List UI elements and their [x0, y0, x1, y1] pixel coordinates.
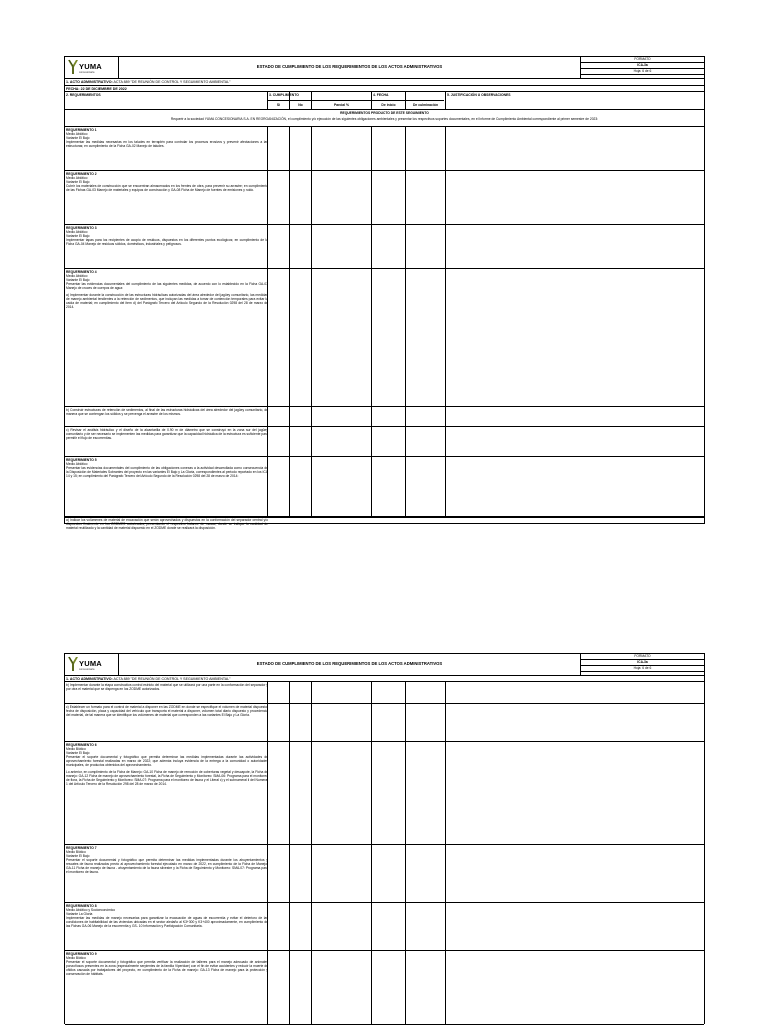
acto-value: ACTA 889 "DE REUNIÓN DE CONTROL Y SEGUIMIENTO AMBIENTAL"	[113, 677, 231, 681]
column-divider	[445, 951, 446, 1024]
page-2	[64, 653, 705, 1024]
column-divider	[289, 127, 290, 170]
column-divider	[289, 903, 290, 950]
requirement-line: Variante El Bajo	[66, 234, 90, 238]
column-divider	[405, 457, 406, 516]
acto-label: 1. ACTO ADMINISTRATIVO:	[66, 80, 113, 84]
column-divider	[445, 225, 446, 268]
requirement-row	[65, 127, 704, 171]
format-box	[580, 654, 704, 675]
page-header	[65, 57, 704, 79]
col-si: Si	[276, 103, 281, 107]
requirement-line: Variante El Bajo	[66, 180, 90, 184]
column-divider	[311, 682, 312, 703]
column-divider	[371, 742, 372, 844]
requirement-line: Medio Abiótico y Socioeconómico	[66, 908, 116, 912]
column-divider	[371, 704, 372, 741]
column-headers	[65, 92, 704, 110]
requirement-title: REQUERIMIENTO 7	[66, 846, 97, 850]
column-divider	[371, 845, 372, 902]
requirement-line: Implementar las medidas necesarias en los taludes en terraplén para controlar los procesos erosivos y prevenir afectaciones a las estructuras; en cumplimiento de la Ficha GA-02 Manejo de taludes.	[66, 140, 268, 148]
requirements-body	[65, 682, 704, 1025]
product-body: Requerir a la sociedad YUMA CONCESIONARIA S.A. EN REORGANIZACIÓN, el cumplimiento y/o ejecución de las siguientes obligaciones ambientales y presentar los respectivos soportes documentales, en el Informe de Cumplimiento Ambiental correspondiente al primer semestre de 2023:	[170, 117, 599, 121]
requirement-line: b) Implementar durante la etapa constructiva control estricto del material que se utilizará por una parte en la conformación del separador y por otra el material que se dispenga en los ZODME autorizados.	[66, 683, 268, 691]
col-justificacion: 5. JUSTIFICACIÓN U OBSERVACIONES	[447, 93, 511, 97]
requirement-text	[66, 743, 268, 786]
acto-value: ACTA 889 "DE REUNIÓN DE CONTROL Y SEGUIMIENTO AMBIENTAL"	[113, 80, 231, 84]
requirement-text	[66, 226, 268, 246]
requirement-text	[66, 458, 268, 478]
sheet-number: Hoja: 6 de 6	[581, 69, 704, 75]
format-code: ICA-3a	[581, 63, 704, 69]
acto-row	[65, 79, 704, 86]
yuma-logo	[65, 57, 119, 78]
requirement-line: b) Construir estructuras de retención de sedimentos, al final de las estructuras hidráulicas del área alrededor del jagüey comunitario, de manera que se contengan los sólidos y se prevenga el arrastre de los mismos.	[66, 408, 268, 416]
column-divider	[405, 427, 406, 456]
requirement-row	[65, 951, 704, 1025]
col-parcial: Parcial %	[333, 103, 350, 107]
requirement-title: REQUERIMIENTO 4	[66, 270, 97, 274]
column-divider	[267, 704, 268, 741]
column-divider	[289, 951, 290, 1024]
col-no: No	[298, 103, 303, 107]
column-divider	[371, 269, 372, 406]
requirement-title: REQUERIMIENTO 9	[66, 952, 97, 956]
yuma-logo	[65, 654, 119, 675]
yuma-logo-icon	[68, 59, 78, 75]
column-divider	[311, 171, 312, 224]
requirement-title: REQUERIMIENTO 8	[66, 904, 97, 908]
format-label: FORMATO	[581, 57, 704, 63]
column-divider	[267, 682, 268, 703]
requirement-text	[66, 904, 268, 928]
requirement-text	[66, 428, 268, 440]
column-divider	[445, 682, 446, 703]
col-cumplimiento: 3. CUMPLIMIENTO	[269, 93, 299, 97]
column-divider	[289, 845, 290, 902]
column-divider	[267, 845, 268, 902]
column-divider	[311, 225, 312, 268]
column-divider	[311, 407, 312, 426]
document-title: ESTADO DE CUMPLIMIENTO DE LOS REQUERIMIENTOS DE LOS ACTOS ADMINISTRATIVOS	[256, 64, 443, 69]
format-label: FORMATO	[581, 654, 704, 660]
column-divider	[405, 171, 406, 224]
requirement-row	[65, 704, 704, 742]
requirement-row	[65, 225, 704, 269]
requirement-row	[65, 903, 704, 951]
column-divider	[289, 269, 290, 406]
acto-label: 1. ACTO ADMINISTRATIVO:	[66, 677, 113, 681]
column-divider	[405, 742, 406, 844]
col-culminacion: De culminación	[412, 103, 439, 107]
column-divider	[289, 171, 290, 224]
requirement-line: Presentar las evidencias documentales del cumplimiento de las obligaciones conexas a la actividad desarrollada como consecuencia de la Disposición de Materiales Sobrantes del proyecto en las variantes El Bajo y La Gloria, correspondientes al periodo reportado en los ICA 14 y 15; en cumplimiento del Parágrafo Tercero del Artículo Segundo de la Resolución 0298 del 28 de marzo de 2014:	[66, 466, 268, 478]
logo-text: YUMA	[79, 659, 102, 668]
requirement-row	[65, 682, 704, 704]
column-divider	[267, 427, 268, 456]
requirement-text	[66, 408, 268, 416]
requirement-line: Medio Abiótico	[66, 462, 88, 466]
requirement-text	[66, 128, 268, 148]
column-divider	[267, 407, 268, 426]
col-fecha: 4. FECHA	[373, 93, 389, 97]
requirement-title: REQUERIMIENTO 1	[66, 128, 97, 132]
requirement-row	[65, 845, 704, 903]
requirement-title: REQUERIMIENTO 3	[66, 226, 97, 230]
column-divider	[445, 427, 446, 456]
product-section	[65, 110, 704, 127]
column-divider	[267, 225, 268, 268]
requirement-title: REQUERIMIENTO 5	[66, 458, 97, 462]
product-title: REQUERIMIENTOS PRODUCTO DE ESTE SEGUIMIENTO	[340, 111, 429, 115]
column-divider	[445, 407, 446, 426]
column-divider	[289, 407, 290, 426]
sheet-number: Hoja: 6 de 6	[581, 666, 704, 672]
column-divider	[371, 225, 372, 268]
requirement-line: Medio Abiótico	[66, 274, 88, 278]
column-divider	[405, 225, 406, 268]
column-divider	[445, 269, 446, 406]
column-divider	[371, 127, 372, 170]
column-divider	[311, 704, 312, 741]
column-divider	[371, 171, 372, 224]
column-divider	[445, 845, 446, 902]
column-divider	[311, 845, 312, 902]
column-divider	[371, 682, 372, 703]
requirement-row	[65, 517, 704, 530]
column-divider	[371, 427, 372, 456]
column-divider	[445, 903, 446, 950]
column-divider	[311, 742, 312, 844]
column-divider	[289, 704, 290, 741]
requirement-line: c) Revisar el análisis hidráulico y el diseño de la alcantarilla de 0.90 m de diámetro que se construyó en la zona sur del jagüey comunitario y de ser necesario se implementen las medidas para garantizar que la capacidad hidráulica de la estructura es suficiente para permitir el flujo de escorrentías.	[66, 428, 268, 440]
requirement-line: a) Implementar durante la construcción de las estructuras hidráulicas autorizadas del área alrededor del jagüey comunitario, las medidas de manejo ambiental tendientes a la retención de sedimentos, que incluyan las medidas a tomar de contención temporales para evitar la caída de material; en cumplimiento del item d) del Parágrafo Tercero del Artículo Segundo de la Resolución 0298 del 28 de marzo de 2014.	[66, 293, 268, 309]
requirement-text	[66, 172, 268, 192]
column-divider	[289, 742, 290, 844]
requirement-text	[66, 705, 268, 717]
requirement-title: REQUERIMIENTO 2	[66, 172, 97, 176]
page-1	[64, 56, 705, 530]
column-divider	[289, 682, 290, 703]
requirement-line: Presentar el soporte documental y fotográfico que permita verificar la realización de talleres para el manejo adecuado de animales ponzoñosos presentes en la zona (especialmente serpientes de la familia Viperidae) con el fin de evitar accidentes y reducir la muerte de ofidios causada por trabajadores del proyecto, en cumplimiento de la Ficha de manejo: GA-13 Ficha de manejo para la protección y conservación de hábitats.	[66, 960, 268, 976]
requirement-line: Variante El Bajo	[66, 854, 90, 858]
column-divider	[445, 742, 446, 844]
requirement-line: Cubrir los materiales de construcción que se encuentran almacenados en los frentes de obra, para prevenir su arrastre; en cumplimiento de las Fichas GA-03 Manejo de materiales y equipos de construcción y GA-08 Ficha de Manejo de fuentes de emisiones y ruido.	[66, 184, 268, 192]
column-divider	[311, 269, 312, 406]
requirements-body	[65, 127, 704, 530]
requirement-line: Medio Abiótico	[66, 132, 88, 136]
requirement-line: Lo anterior, en cumplimiento de la Ficha de Manejo: GA-10 Ficha de manejo de remoción de coberturas vegetal y descapote, la Ficha de manejo: GA-12 Ficha de manejo de aprovechamiento forestal, la Ficha de Seguimiento y Monitoreo: SMA-06: Programa para el monitoreo de flora, la Ficha de Seguimiento y Monitoreo: SMA-07: Programa para el monitoreo de fauna y el Literal c) y el subnumeral ii del Numeral 1 del Artículo Tercero de la Resolución 298 del 28 de marzo de 2014.	[66, 770, 268, 786]
fecha-text: FECHA: 22 DE DICIEMBRE DE 2022	[66, 87, 127, 91]
page-header	[65, 654, 704, 676]
requirement-line: Variante El Bajo	[66, 136, 90, 140]
requirement-row	[65, 269, 704, 407]
column-divider	[267, 127, 268, 170]
requirement-line: Presentar el soporte documental y fotográfico que permita determinar las medidas implementadas durante las actividades de aprovechamiento forestal realizadas en marzo de 2022; que además incluya evidencia de la entrega a la comunidad o autoridades municipales, de productos obtenidos del aprovechamiento.	[66, 755, 268, 767]
requirement-text	[66, 270, 268, 309]
requirement-line: Medio Biótico	[66, 850, 86, 854]
requirement-title: REQUERIMIENTO 6	[66, 743, 97, 747]
requirement-line: Medio Abiótico	[66, 176, 88, 180]
column-divider	[311, 127, 312, 170]
requirement-line: Variante El Bajo	[66, 278, 90, 282]
column-divider	[267, 742, 268, 844]
column-divider	[289, 427, 290, 456]
column-divider	[371, 407, 372, 426]
column-divider	[445, 171, 446, 224]
document-title: ESTADO DE CUMPLIMIENTO DE LOS REQUERIMIENTOS DE LOS ACTOS ADMINISTRATIVOS	[256, 661, 443, 666]
requirement-line: Medio Biótico	[66, 747, 86, 751]
column-divider	[267, 457, 268, 516]
column-divider	[311, 903, 312, 950]
column-divider	[311, 457, 312, 516]
column-divider	[371, 457, 372, 516]
column-divider	[405, 704, 406, 741]
column-divider	[405, 407, 406, 426]
column-divider	[405, 903, 406, 950]
requirement-row	[65, 171, 704, 225]
requirement-line: Presentar las evidencias documentales del cumplimiento de las siguientes medidas, de acuerdo con lo establecido en la Ficha GA-07 Manejo de cruces de cuerpos de agua:	[66, 282, 268, 290]
logo-tagline: concesionaria	[79, 71, 95, 74]
column-divider	[445, 127, 446, 170]
requirement-line: c) Establecer un formato para el control de material a disponer en las ZODME en donde se especifique el volumen de material dispuesto, fecha de disposición, placa y capacidad del vehículo que transporta el material a disponer, volumen total diario dispuesto y procedencia del material, de tal manera que se identifique los volúmenes de material que corresponden a las variantes El Bajo y La Gloria.	[66, 705, 268, 717]
column-divider	[267, 903, 268, 950]
yuma-logo-icon	[68, 656, 78, 672]
requirement-line: Implementar las medidas de manejo necesarias para garantizar la evacuación de aguas de escorrentía y evitar el deterioro de las condiciones de habitabilidad de las viviendas ubicadas en el sector aledaño al K3+300 y K3+400 aproximadamente, en cumplimiento de las Fichas GA-06 Manejo de la escorrentía y GS- 10 Información y Participación Comunitaria.	[66, 916, 268, 928]
format-code: ICA-3a	[581, 660, 704, 666]
column-divider	[405, 951, 406, 1024]
column-divider	[311, 951, 312, 1024]
format-box	[580, 57, 704, 78]
column-divider	[445, 704, 446, 741]
column-divider	[289, 457, 290, 516]
logo-text: YUMA	[79, 62, 102, 71]
requirement-line: Variante La Gloria	[66, 912, 93, 916]
column-divider	[405, 682, 406, 703]
requirement-line: a) Indicar los volúmenes de material de excavación que serán aprovechados y dispuestos en la conformación del separador central y/o dispuestos finalmente en los ZODMES autorizados; presentando el respectivo balance de masas, donde se indique la cantidad de material reutilizado y la cantidad de material dispuesto en el ZODME donde se realizará la disposición.	[66, 518, 268, 530]
requirement-text	[66, 683, 268, 691]
col-inicio: De inicio	[381, 103, 396, 107]
requirement-line: Medio Abiótico	[66, 230, 88, 234]
requirement-line: Variante El Bajo	[66, 751, 90, 755]
column-divider	[311, 427, 312, 456]
column-divider	[267, 171, 268, 224]
column-divider	[267, 269, 268, 406]
column-divider	[371, 951, 372, 1024]
requirement-row	[65, 457, 704, 517]
column-divider	[405, 269, 406, 406]
column-divider	[289, 225, 290, 268]
column-divider	[371, 903, 372, 950]
logo-tagline: concesionaria	[79, 668, 95, 671]
requirement-text	[66, 518, 268, 530]
requirement-text	[66, 952, 268, 976]
requirement-line: Presentar el soporte documental y fotográfico que permita determinar las medidas implementadas durante los ahuyentamientos y rescates de fauna realizados previo al aprovechamiento forestal ejecutado en marzo de 2022, en cumplimiento de la Ficha de Manejo: GA-11 Ficha de manejo de fauna - ahuyentamiento de la fauna silvestre y la Ficha de Seguimiento y Monitoreo: SMA-07: Programa para el monitoreo de fauna.	[66, 858, 268, 874]
requirement-row	[65, 407, 704, 427]
requirement-text	[66, 846, 268, 874]
requirement-line: Medio Biótico	[66, 956, 86, 960]
column-divider	[445, 457, 446, 516]
col-requerimientos: 2. REQUERIMIENTOS	[66, 93, 101, 97]
requirement-line: Implementar tapas para los recipientes de acopio de residuos, dispuestos en los diferentes puntos ecológicos; en cumplimiento de la Ficha GA-04 Manejo de residuos sólidos, domésticos, industriales y peligrosos.	[66, 238, 268, 246]
column-divider	[405, 127, 406, 170]
column-divider	[405, 845, 406, 902]
requirement-row	[65, 427, 704, 457]
column-divider	[267, 951, 268, 1024]
requirement-row	[65, 742, 704, 845]
